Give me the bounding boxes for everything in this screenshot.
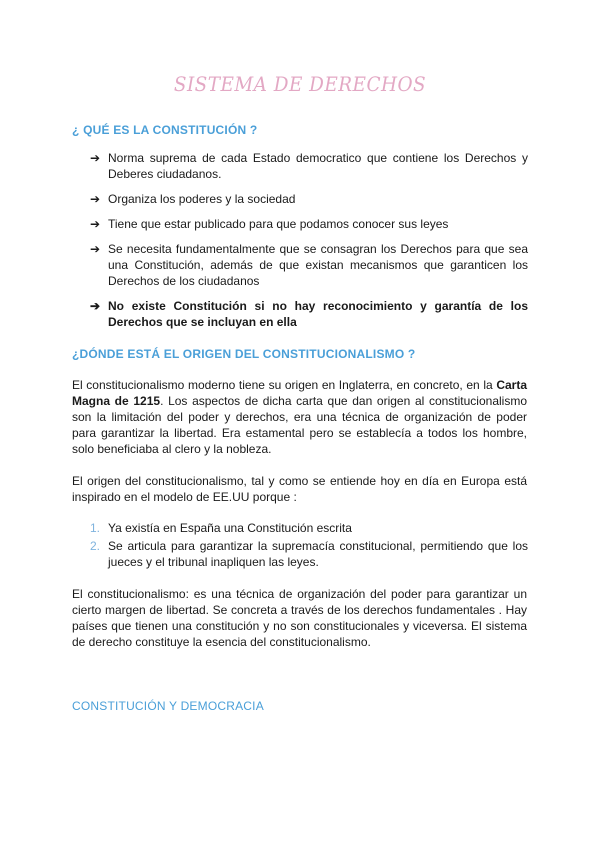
list-item [90, 241, 528, 289]
paragraph-origen [72, 377, 527, 457]
paragraph-text: . Los aspectos de dicha carta que dan origen al constitucionalismo son la limitación del poder y derechos, era una técnica de organización de poder para garantizar la libertad. Era estamental pero se establecía a todos los hombre, solo beneficiaba al clero y la nobleza. [72, 394, 527, 456]
list-item-text: Se articula para garantizar la supremacía constitucional, permitiendo que los jueces y el tribunal inapliquen las leyes. [108, 539, 528, 569]
list-item [90, 520, 528, 536]
arrow-right-icon: ➔ [90, 151, 101, 165]
list-item-text: Ya existía en España una Constitución escrita [108, 521, 352, 535]
arrow-right-icon: ➔ [90, 192, 101, 206]
list-item [90, 538, 528, 570]
list-item [90, 216, 528, 232]
paragraph-modelo: El origen del constitucionalismo, tal y como se entiende hoy en día en Europa está inspirado en el modelo de EE.UU porque : [72, 474, 527, 504]
list-item-text: No existe Constitución si no hay reconocimiento y garantía de los Derechos que se incluyan en ella [108, 299, 528, 329]
list-item-text: Organiza los poderes y la sociedad [108, 192, 296, 206]
list-item-text: Norma suprema de cada Estado democratico que contiene los Derechos y Deberes ciudadanos. [108, 151, 528, 181]
section-heading-democracia: CONSTITUCIÓN Y DEMOCRACIA [72, 699, 264, 713]
arrow-right-icon: ➔ [90, 299, 101, 313]
list-item [90, 191, 528, 207]
list-item [90, 298, 528, 330]
paragraph-emphasis: Carta Magna de 1215 [72, 378, 527, 408]
list-item [90, 150, 528, 182]
list-number: 1. [90, 521, 101, 535]
list-item-text: Se necesita fundamentalmente que se consagran los Derechos para que sea una Constitución, además de que existan mecanismos que garanticen los Derechos de los ciudadanos [108, 242, 528, 288]
bullet-list [90, 150, 528, 339]
paragraph-definicion: El constitucionalismo: es una técnica de organización del poder para garantizar un cierto margen de libertad. Se concreta a través de los derechos fundamentales . Hay países que tienen una constitución y no son constitucionales y viceversa. El sistema de derecho constituye la esencia del constitucionalismo. [72, 587, 527, 649]
list-item-text: Tiene que estar publicado para que podamos conocer sus leyes [108, 217, 449, 231]
section-heading-constitucion: ¿ QUÉ ES LA CONSTITUCIÓN ? [72, 123, 258, 137]
list-number: 2. [90, 539, 101, 553]
page-title: SISTEMA DE DERECHOS [173, 72, 427, 96]
arrow-right-icon: ➔ [90, 242, 101, 256]
paragraph-text: El constitucionalismo moderno tiene su origen en Inglaterra, en concreto, en la [72, 378, 497, 392]
numbered-list [90, 520, 528, 572]
arrow-right-icon: ➔ [90, 217, 101, 231]
section-heading-origen: ¿DÓNDE ESTÁ EL ORIGEN DEL CONSTITUCIONALISMO ? [72, 347, 416, 361]
